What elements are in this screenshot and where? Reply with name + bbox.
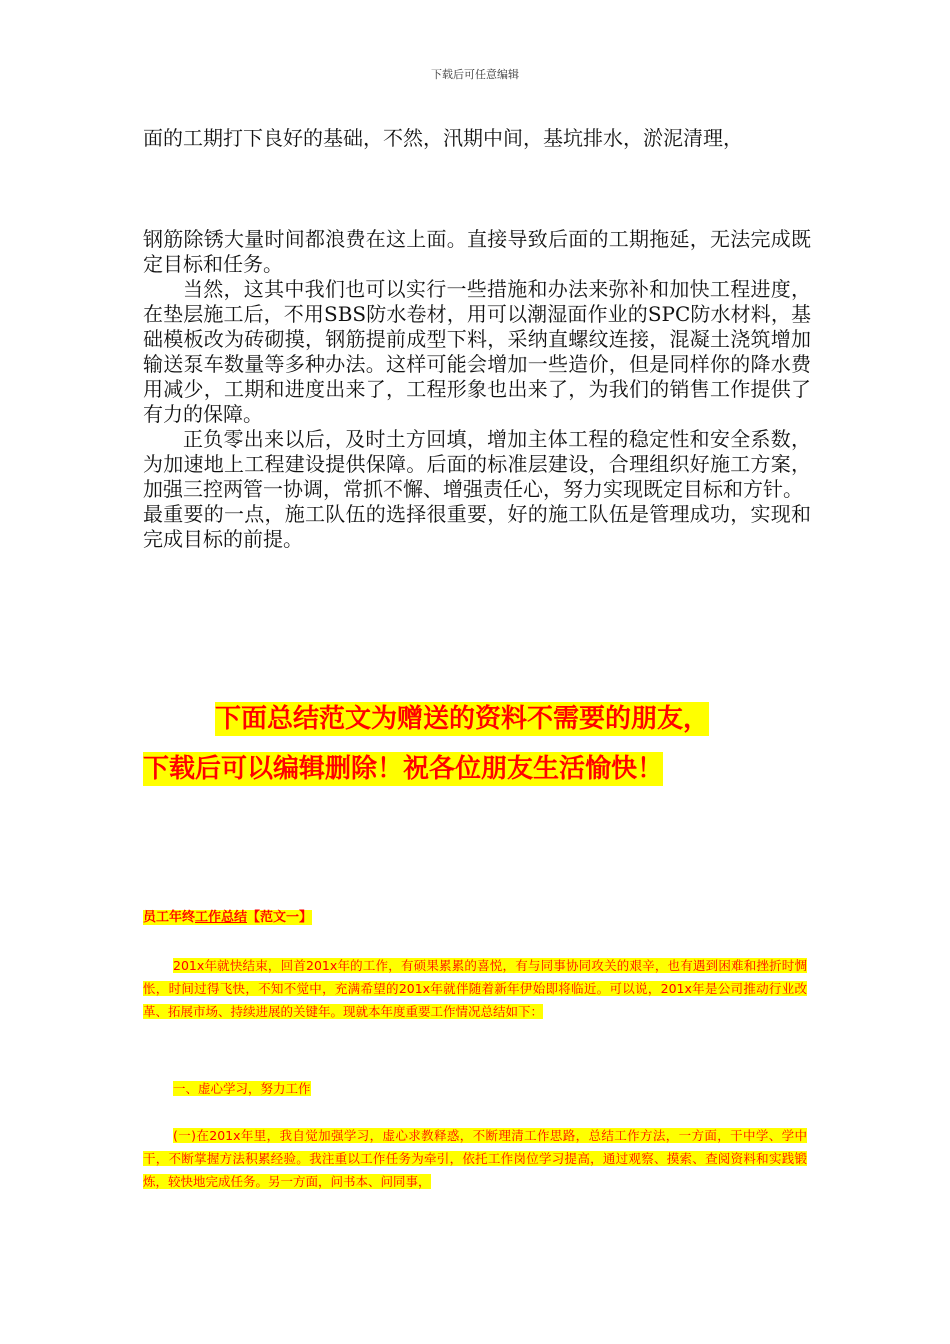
sample-section-block xyxy=(143,1077,807,1100)
paragraph-line1: 面的工期打下良好的基础，不然，汛期中间，基坑排水，淤泥清理， xyxy=(143,126,743,150)
sample-title xyxy=(143,906,807,929)
sample-section-heading: 一、虚心学习，努力工作 xyxy=(173,1081,311,1096)
paragraph-4: 最重要的一点，施工队伍的选择很重要，好的施工队伍是管理成功，实现和完成目标的前提。 xyxy=(143,502,811,551)
sample-title-part1: 员工年终 xyxy=(143,910,196,925)
notice-line-1 xyxy=(215,698,815,735)
body-text-main xyxy=(143,227,811,552)
sample-intro-block xyxy=(143,954,807,1023)
sample-title-part3: 【范文一】 xyxy=(247,910,313,925)
sample-item-1: (一)在201x年里，我自觉加强学习，虚心求教释惑，不断理清工作思路，总结工作方法，一方面，干中学、学中干，不断掌握方法积累经验。我注重以工作任务为牵引，依托工作岗位学习提高，通过观察、摸索、查阅资料和实践锻炼，较快地完成任务。另一方面，问书本、问同事， xyxy=(143,1128,807,1189)
page-header: 下载后可任意编辑 xyxy=(431,68,519,81)
notice-line-2 xyxy=(143,748,811,785)
paragraph-3: 正负零出来以后，及时土方回填，增加主体工程的稳定性和安全系数，为加速地上工程建设提供保障。后面的标准层建设，合理组织好施工方案，加强三控两管一协调，常抓不懈、增强责任心，努力实现既定目标和方针。 xyxy=(143,427,811,501)
notice-text-1: 下面总结范文为赠送的资料不需要的朋友， xyxy=(215,704,710,734)
sample-item-block xyxy=(143,1124,807,1193)
paragraph-1: 钢筋除锈大量时间都浪费在这上面。直接导致后面的工期拖延，无法完成既定目标和任务。 xyxy=(143,227,811,276)
body-text-top xyxy=(143,126,811,151)
sample-title-part2: 工作总结 xyxy=(195,910,248,925)
paragraph-2: 当然，这其中我们也可以实行一些措施和办法来弥补和加快工程进度，在垫层施工后，不用SBS防水卷材，用可以潮湿面作业的SPC防水材料，基础模板改为砖砌摸，钢筋提前成型下料，采纳直螺纹连接，混凝土浇筑增加输送泵车数量等多种办法。这样可能会增加一些造价，但是同样你的降水费用减少，工期和进度出来了，工程形象也出来了，为我们的销售工作提供了有力的保障。 xyxy=(143,277,811,426)
sample-intro: 201x年就快结束，回首201x年的工作，有硕果累累的喜悦，有与同事协同攻关的艰辛，也有遇到困难和挫折时惆怅，时间过得飞快，不知不觉中，充满希望的201x年就伴随着新年伊始即将临近。可以说，201x年是公司推动行业改革、拓展市场、持续进展的关键年。现就本年度重要工作情况总结如下： xyxy=(143,958,807,1019)
notice-text-2: 下载后可以编辑删除！祝各位朋友生活愉快！ xyxy=(143,754,664,784)
